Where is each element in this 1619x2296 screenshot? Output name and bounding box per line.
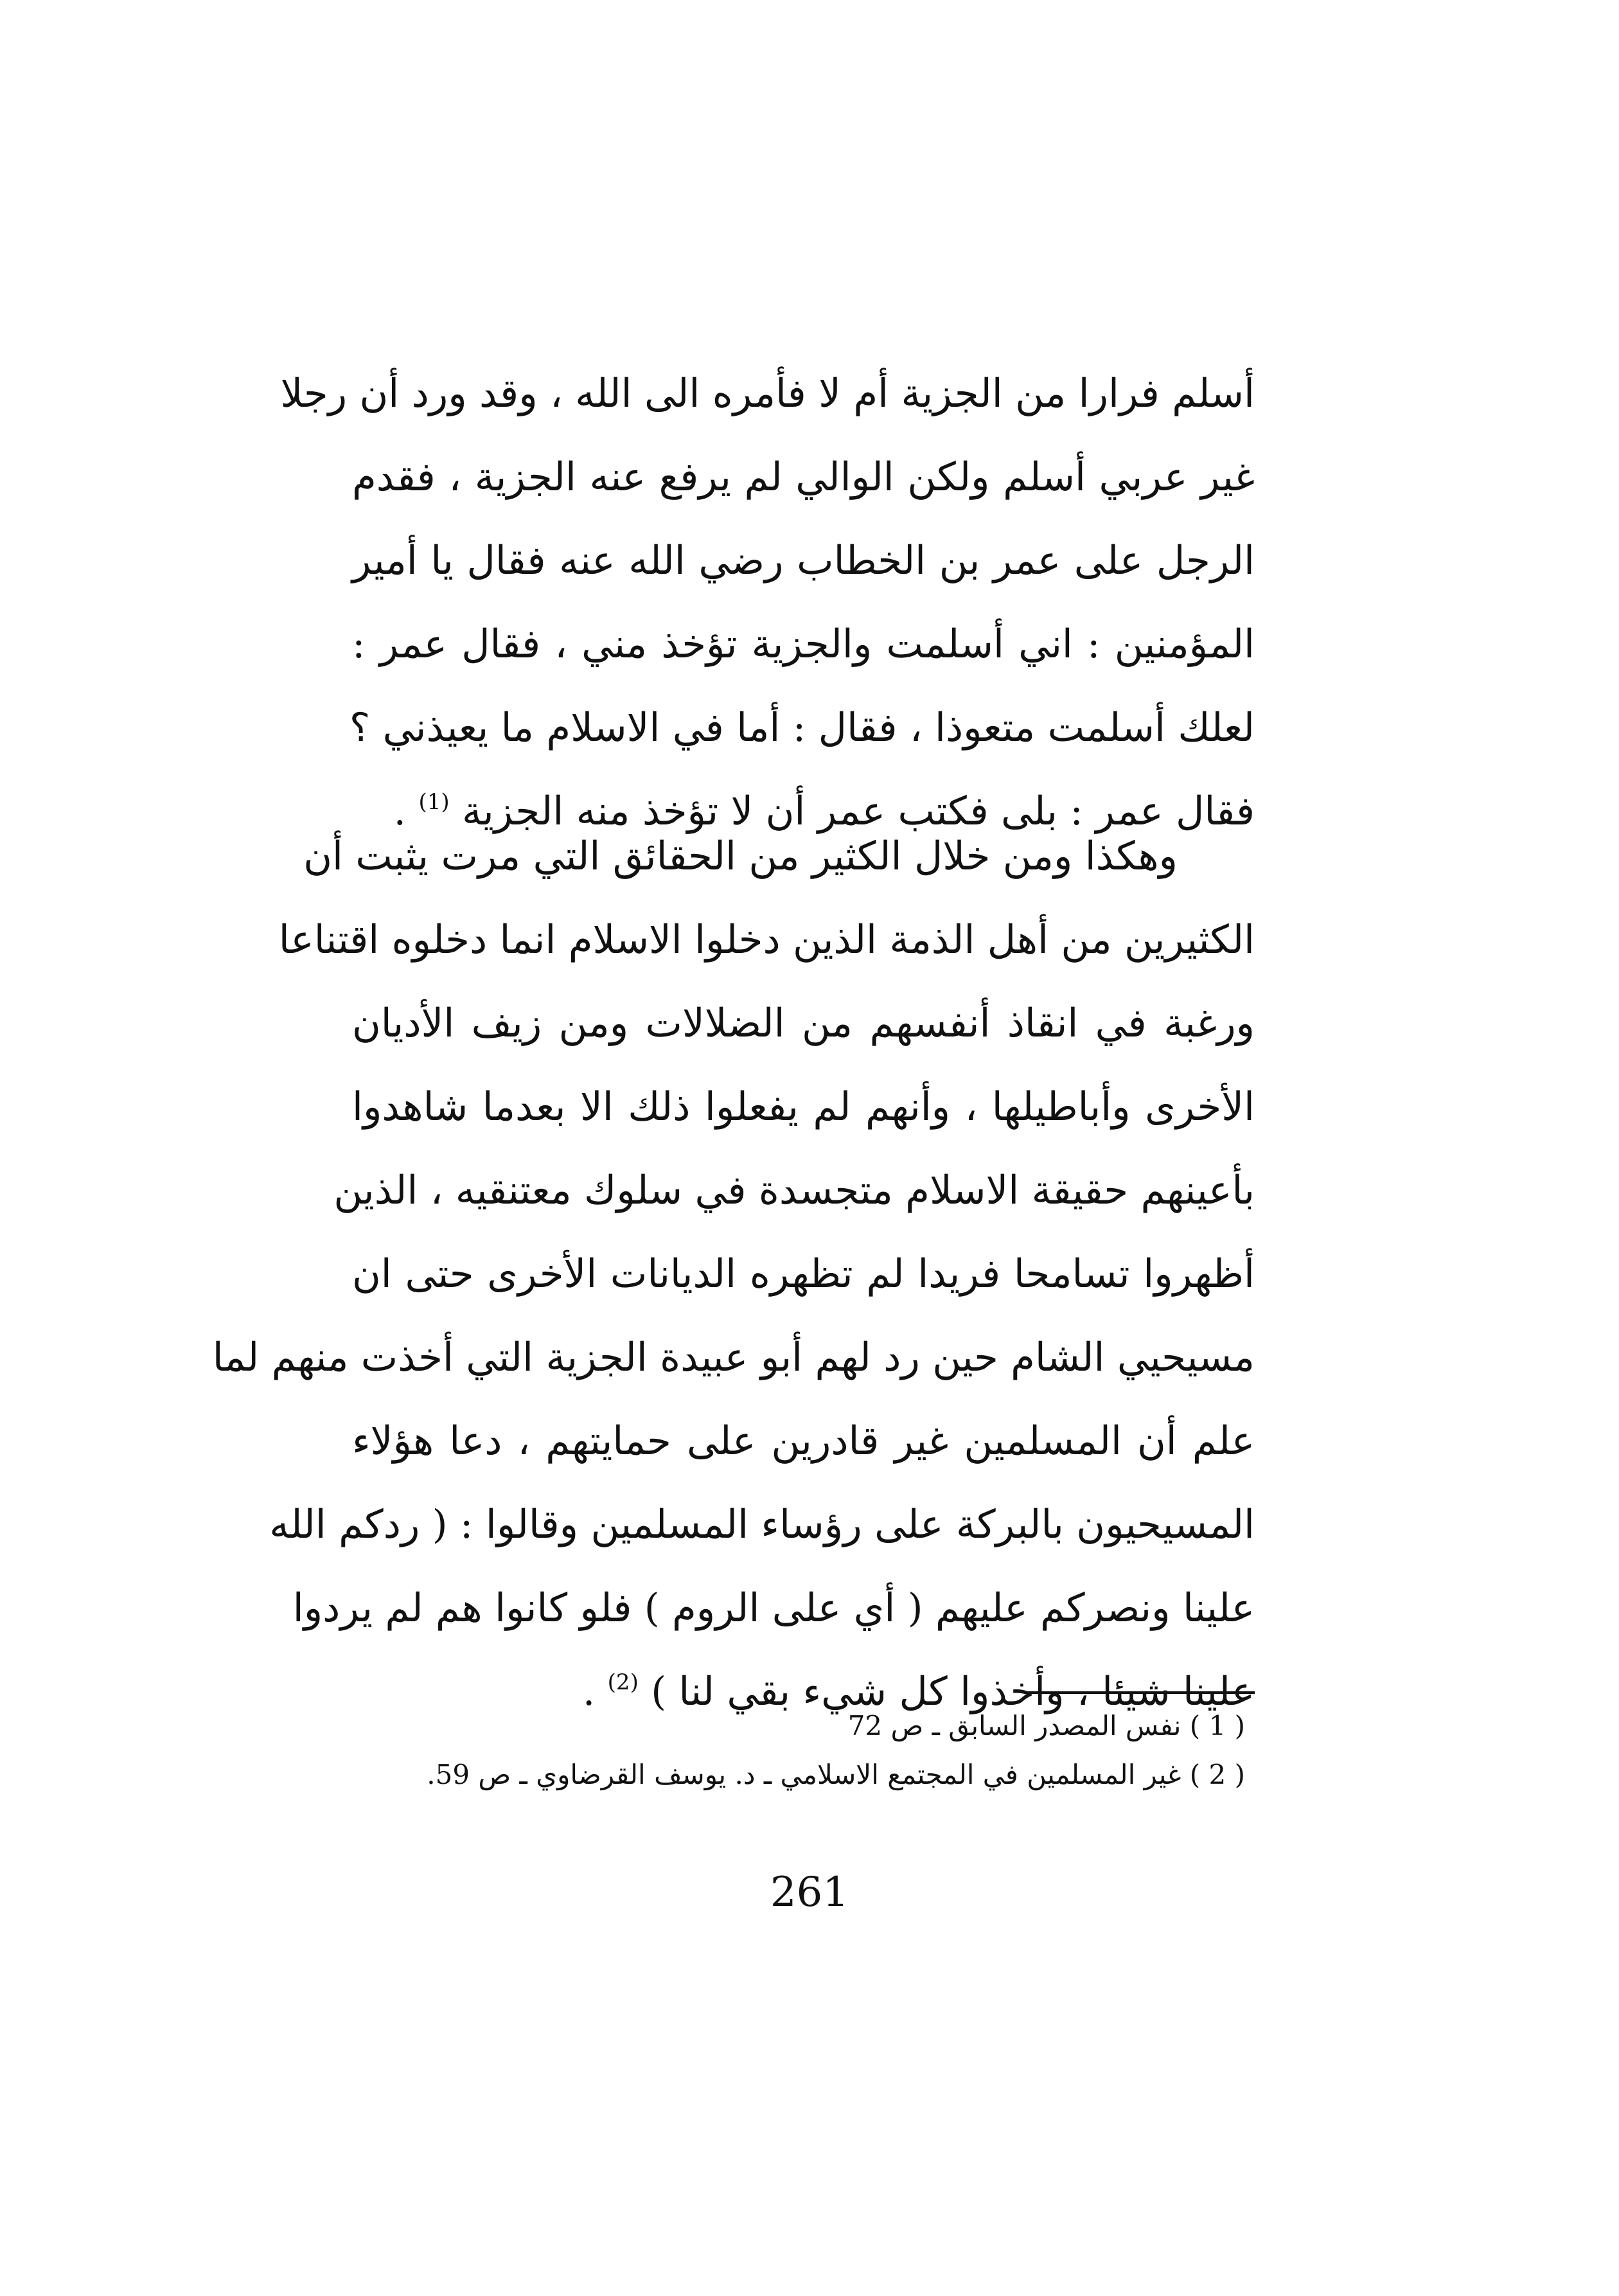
line-end: . [393,788,419,834]
text-line: وهكذا ومن خلال الكثير من الحقائق التي مرت يثبت أن [303,833,1178,879]
line-text: علينا شيئا ، وأخذوا كل شيء بقي لنا ) [651,1669,1255,1714]
footnote-2: ( 2 ) غير المسلمين في المجتمع الاسلامي ـ د. يوسف القرضاوي ـ ص 59. [427,1759,1245,1790]
text-line: مسيحيي الشام حين رد لهم أبو عبيدة الجزية التي أخذت منهم لما [212,1335,1255,1380]
footnote-divider [1027,1691,1255,1694]
paragraph-1 [280,352,1255,853]
page-number: 261 [770,1869,849,1916]
footnotes [360,1702,1245,1799]
text-line: غير عربي أسلم ولكن الوالي لم يرفع عنه الجزية ، فقدم [352,454,1255,500]
footnote-1: ( 1 ) نفس المصدر السابق ـ ص 72 [847,1710,1245,1741]
line-end: . [582,1669,608,1714]
text-line: ورغبة في انقاذ أنفسهم من الضلالات ومن زيف الأديان [352,1001,1255,1046]
text-line: علينا ونصركم عليهم ( أي على الروم ) فلو كانوا هم لم يردوا [292,1585,1255,1631]
text-line: أظهروا تسامحا فريدا لم تظهره الديانات الأخرى حتى ان [352,1251,1255,1297]
text-line: الرجل على عمر بن الخطاب رضي الله عنه فقال يا أمير [352,538,1255,583]
text-line: أسلم فرارا من الجزية أم لا فأمره الى الله ، وقد ورد أن رجلا [280,371,1255,416]
text-line: علم أن المسلمين غير قادرين على حمايتهم ، دعا هؤلاء [352,1418,1255,1464]
paragraph-2 [212,815,1255,1734]
footnote-ref-1: (1) [418,789,450,815]
text-line: المؤمنين : اني أسلمت والجزية تؤخذ مني ، فقال عمر : [352,621,1255,667]
text-line: بأعينهم حقيقة الاسلام متجسدة في سلوك معتنقيه ، الذين [333,1168,1255,1213]
text-line: لعلك أسلمت متعوذا ، فقال : أما في الاسلام ما يعيذني ؟ [349,705,1255,751]
text-line: الأخرى وأباطيلها ، وأنهم لم يفعلوا ذلك الا بعدما شاهدوا [352,1084,1255,1130]
line-text: فقال عمر : بلى فكتب عمر أن لا تؤخذ منه الجزية [462,788,1255,834]
footnote-ref-2: (2) [607,1669,639,1695]
text-line: الكثيرين من أهل الذمة الذين دخلوا الاسلام انما دخلوه اقتناعا [278,917,1255,963]
text-line: المسيحيون بالبركة على رؤساء المسلمين وقالوا : ( ردكم الله [269,1502,1255,1547]
